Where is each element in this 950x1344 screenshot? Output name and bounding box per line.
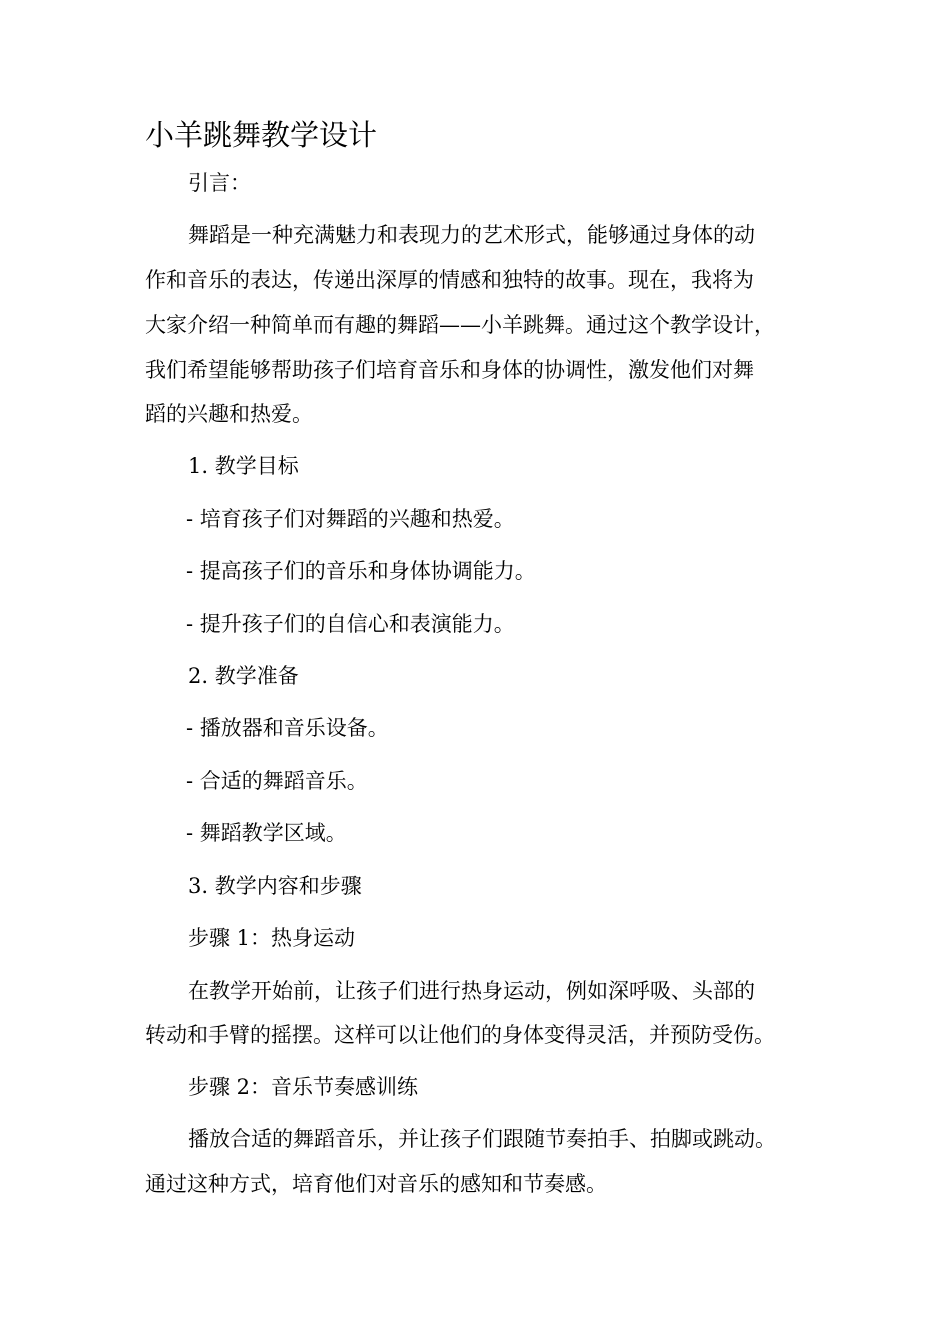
list-item: - 合适的舞蹈音乐。: [186, 769, 368, 793]
step-paragraph-line: 通过这种方式，培育他们对音乐的感知和节奏感。: [145, 1172, 607, 1196]
intro-paragraph-line: 大家介绍一种简单而有趣的舞蹈——小羊跳舞。通过这个教学设计，: [145, 313, 775, 337]
section-heading-preparation: 2. 教学准备: [188, 664, 299, 688]
intro-heading: 引言：: [188, 171, 251, 195]
intro-paragraph-line: 我们希望能够帮助孩子们培育音乐和身体的协调性，激发他们对舞: [145, 358, 754, 382]
step-paragraph-line: 转动和手臂的摇摆。这样可以让他们的身体变得灵活，并预防受伤。: [145, 1023, 775, 1047]
intro-paragraph-line: 蹈的兴趣和热爱。: [145, 402, 313, 426]
section-heading-content: 3. 教学内容和步骤: [188, 874, 362, 898]
list-item: - 培育孩子们对舞蹈的兴趣和热爱。: [186, 507, 515, 531]
list-item: - 播放器和音乐设备。: [186, 716, 389, 740]
list-item: - 提高孩子们的音乐和身体协调能力。: [186, 559, 536, 583]
list-item: - 舞蹈教学区域。: [186, 821, 347, 845]
list-item: - 提升孩子们的自信心和表演能力。: [186, 612, 515, 636]
step-paragraph-line: 播放合适的舞蹈音乐，并让孩子们跟随节奏拍手、拍脚或跳动。: [188, 1127, 776, 1151]
intro-paragraph-line: 舞蹈是一种充满魅力和表现力的艺术形式，能够通过身体的动: [188, 223, 755, 247]
intro-paragraph-line: 作和音乐的表达，传递出深厚的情感和独特的故事。现在，我将为: [145, 268, 754, 292]
section-heading-goals: 1. 教学目标: [188, 454, 299, 478]
document-title: 小羊跳舞教学设计: [145, 118, 378, 152]
step-heading: 步骤 2：音乐节奏感训练: [188, 1075, 419, 1099]
step-heading: 步骤 1：热身运动: [188, 926, 356, 950]
step-paragraph-line: 在教学开始前，让孩子们进行热身运动，例如深呼吸、头部的: [188, 979, 755, 1003]
